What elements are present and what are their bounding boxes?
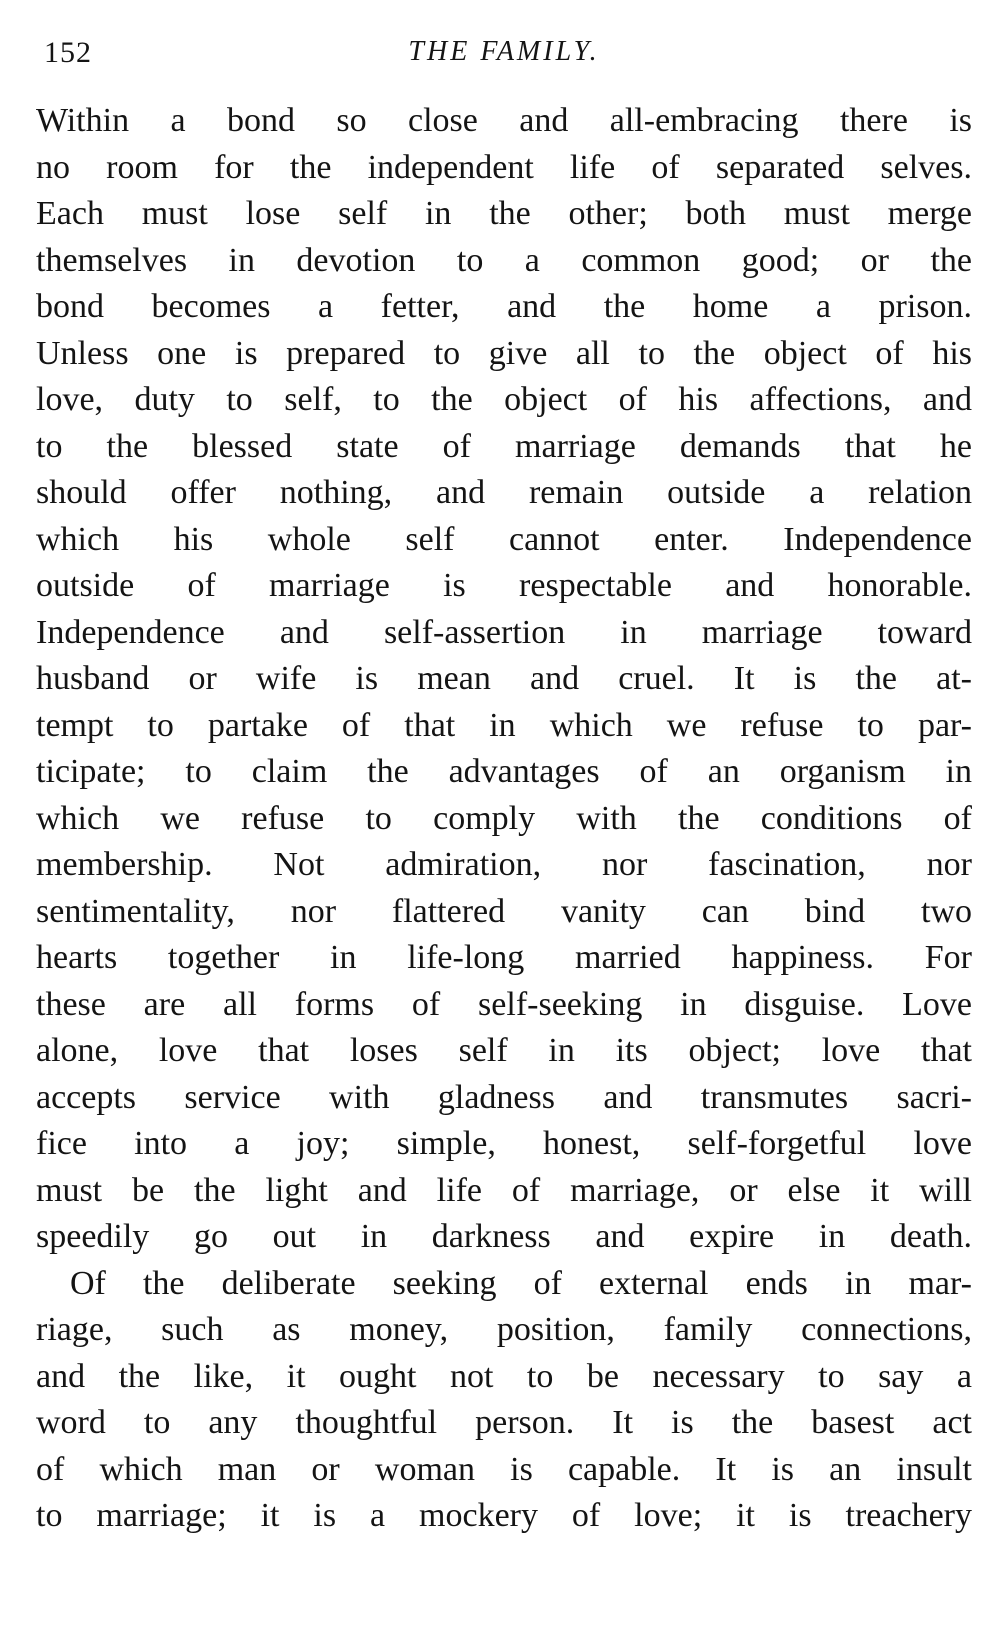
paragraph-start-line: Of the deliberate seeking of external ends in mar- (70, 1264, 972, 1302)
text-line: and the like, it ought not to be necessary to say a (36, 1357, 972, 1395)
text-line: ticipate; to claim the advantages of an organism in (36, 753, 972, 790)
text-line: Within a bond so close and all-embracing there is (36, 102, 972, 139)
text-line: tempt to partake of that in which we refuse to par- (36, 706, 972, 744)
text-line: must be the light and life of marriage, or else it will (36, 1171, 972, 1209)
text-line: hearts together in life-long married happiness. For (36, 939, 972, 976)
text-line: themselves in devotion to a common good; or the (36, 241, 972, 279)
text-line: membership. Not admiration, nor fascination, nor (36, 846, 972, 883)
text-line: to the blessed state of marriage demands that he (36, 427, 972, 465)
text-line: Independence and self-assertion in marriage toward (36, 613, 972, 651)
body-text (36, 98, 972, 1540)
text-line: sentimentality, nor flattered vanity can bind two (36, 892, 972, 930)
text-line: Each must lose self in the other; both must merge (36, 195, 972, 232)
text-line: word to any thoughtful person. It is the basest act (36, 1404, 972, 1441)
text-line: no room for the independent life of separated selves. (36, 148, 972, 186)
text-line: should offer nothing, and remain outside a relation (36, 474, 972, 511)
text-line: which we refuse to comply with the conditions of (36, 799, 972, 837)
running-head: THE FAMILY. (408, 36, 600, 67)
text-line: husband or wife is mean and cruel. It is the at- (36, 660, 972, 697)
text-line: of which man or woman is capable. It is an insult (36, 1450, 972, 1488)
text-line: alone, love that loses self in its object; love that (36, 1032, 972, 1069)
text-line: speedily go out in darkness and expire in death. (36, 1218, 972, 1255)
text-line: fice into a joy; simple, honest, self-forgetful love (36, 1125, 972, 1162)
text-line: these are all forms of self-seeking in disguise. Love (36, 985, 972, 1023)
text-line: outside of marriage is respectable and honorable. (36, 567, 972, 604)
text-line: to marriage; it is a mockery of love; it is treachery (36, 1497, 972, 1534)
text-line: bond becomes a fetter, and the home a prison. (36, 288, 972, 325)
page-number: 152 (44, 36, 92, 69)
text-line: Unless one is prepared to give all to the object of his (36, 334, 972, 372)
text-line: accepts service with gladness and transmutes sacri- (36, 1078, 972, 1116)
page-header (38, 28, 970, 78)
text-line: riage, such as money, position, family connections, (36, 1311, 972, 1348)
text-line: which his whole self cannot enter. Independence (36, 520, 972, 558)
text-line: love, duty to self, to the object of his affections, and (36, 381, 972, 418)
